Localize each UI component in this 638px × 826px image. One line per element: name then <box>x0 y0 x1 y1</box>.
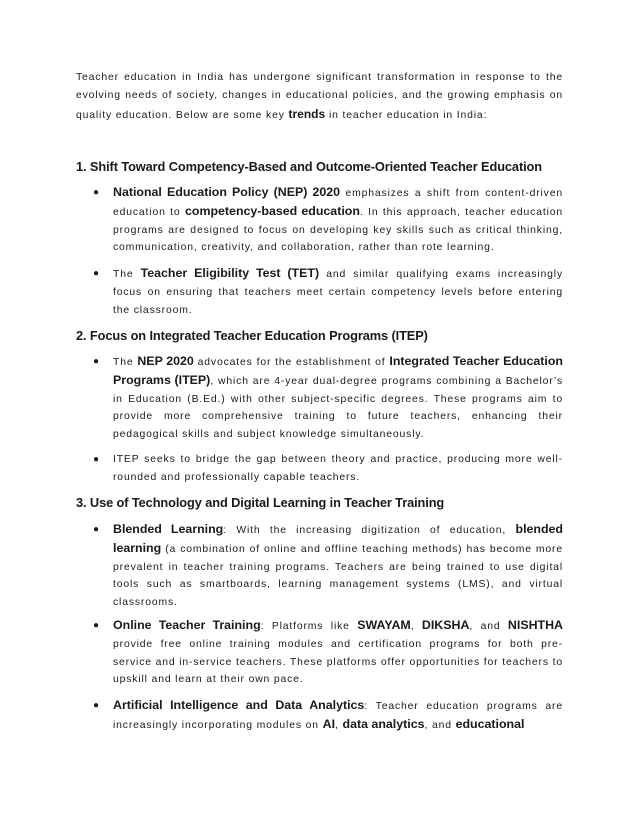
item-text: emphasizes a shift from content-driven education to <box>113 188 563 218</box>
bullet: ● <box>93 524 100 535</box>
section-2-item-1 <box>93 353 563 444</box>
item-text: , <box>335 719 343 731</box>
section-2-heading: 2. Focus on Integrated Teacher Education Programs (ITEP) <box>76 328 428 343</box>
bold-term: competency-based education <box>184 203 360 218</box>
item-text: , and <box>469 621 508 632</box>
bold-term: data analytics <box>342 716 425 731</box>
bold-term: NISHTHA <box>507 618 563 632</box>
bold-term: NEP 2020 <box>137 354 194 368</box>
section-3-heading: 3. Use of Technology and Digital Learning in Teacher Training <box>76 495 445 510</box>
section-3-item-1 <box>93 521 563 612</box>
intro-bold-trends: trends <box>288 107 326 122</box>
bold-term: National Education Policy (NEP) 2020 <box>113 185 341 199</box>
section-1-heading: 1. Shift Toward Competency-Based and Outcome-Oriented Teacher Education <box>76 159 542 174</box>
item-text: : With the increasing digitization of education, <box>223 525 516 536</box>
bullet: ● <box>93 268 100 279</box>
item-text: , and <box>424 719 456 731</box>
item-text: , <box>410 621 422 632</box>
bullet: ● <box>93 187 100 198</box>
bold-term: AI <box>322 716 336 731</box>
item-text: : Teacher education programs are increasingly incorporating modules on <box>113 701 563 731</box>
item-text: : Platforms like <box>260 621 358 632</box>
section-3-item-3 <box>93 697 563 735</box>
section-1-item-1 <box>93 184 564 257</box>
item-text: The <box>113 269 141 280</box>
bold-term: Integrated Teacher Education Programs (ITEP) <box>113 354 563 387</box>
bold-term: Teacher Eligibility Test (TET) <box>140 266 320 280</box>
item-text: (a combination of online and offline teaching methods) has become more prevalent in teacher training programs. Teachers are being trained to use digital tools such as smartboards, learning management systems (LMS), and virtual classrooms. <box>113 543 563 609</box>
intro-text-end: in teacher education in India: <box>325 110 488 122</box>
bold-term: Online Teacher Training <box>113 618 261 632</box>
item-text: advocates for the establishment of <box>193 357 390 368</box>
bold-term: blended learning <box>113 522 563 555</box>
bold-term: Artificial Intelligence and Data Analytics <box>113 698 365 712</box>
intro-paragraph <box>76 69 563 126</box>
section-3-item-2 <box>93 617 563 689</box>
item-text: , which are 4-year dual-degree programs combining a Bachelor’s in Education (B.Ed.) with other subject-specific degrees. These programs aim to provide more comprehensive training to future teachers, enhancing their pedagogical skills and subject knowledge simultaneously. <box>113 375 563 441</box>
bold-term: Blended Learning <box>113 522 224 536</box>
item-text: provide free online training modules and certification programs for both pre-service and in-service teachers. These platforms offer opportunities for teachers to upskill and learn at their own pace. <box>113 638 563 686</box>
section-2-item-2 <box>93 451 563 487</box>
bold-term: DIKSHA <box>421 618 470 632</box>
item-text: The <box>113 357 138 368</box>
bold-term: SWAYAM <box>357 618 411 632</box>
bold-term: educational <box>455 716 525 731</box>
item-text: ITEP seeks to bridge the gap between theory and practice, producing more well-rounded and professionally capable teachers. <box>113 454 563 483</box>
section-1-item-2 <box>93 265 563 319</box>
item-text: . In this approach, teacher education programs are designed to focus on developing key skills such as critical thinking, communication, creativity, and collaboration, rather than rote learning. <box>113 206 564 254</box>
intro-text: Teacher education in India has undergone significant transformation in response to the evolving needs of society, changes in educational policies, and the growing emphasis on quality education. Below are some key <box>76 72 563 122</box>
bullet: ● <box>93 620 100 631</box>
bullet: ● <box>93 700 100 711</box>
bullet: ● <box>93 356 100 367</box>
bullet: ● <box>93 454 100 465</box>
item-text: and similar qualifying exams increasingly focus on ensuring that teachers meet certain competency levels before entering the classroom. <box>113 269 563 316</box>
